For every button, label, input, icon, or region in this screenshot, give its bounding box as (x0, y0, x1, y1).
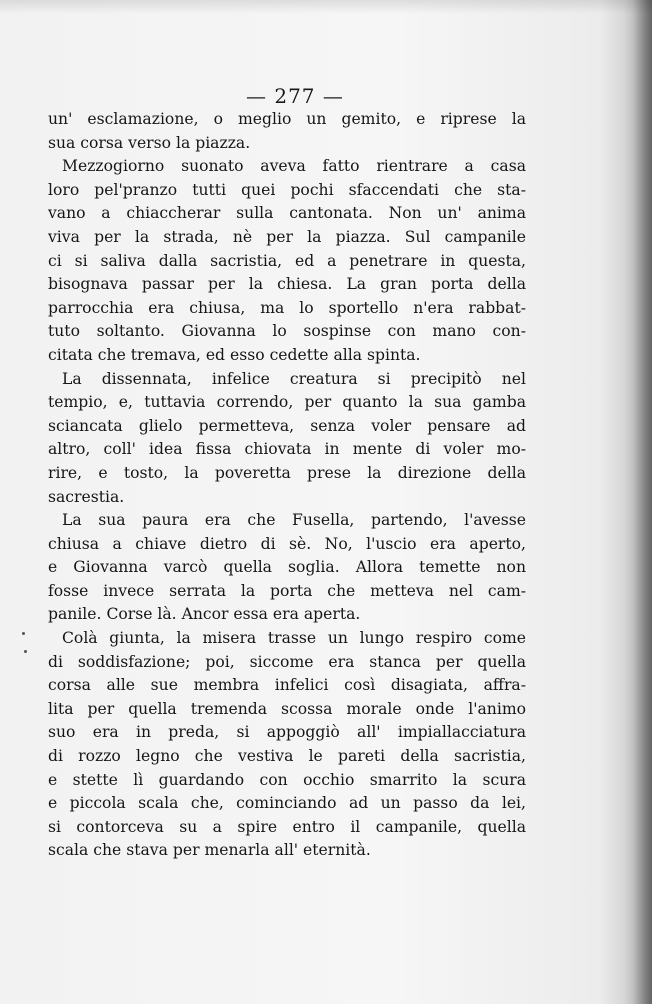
text-line: tuto soltanto. Giovanna lo sospinse con mano con- (48, 322, 526, 341)
margin-speck (24, 650, 27, 653)
text-line: La dissennata, infelice creatura si precipitò nel (62, 369, 526, 388)
page-number: — 277 — (246, 84, 344, 108)
text-line: bisognava passar per la chiesa. La gran porta della (48, 275, 526, 294)
text-line: un' esclamazione, o meglio un gemito, e riprese la (48, 110, 526, 128)
text-line: parrocchia era chiusa, ma lo sportello n'era rabbat- (48, 298, 526, 317)
text-line: corsa alle sue membra infelici così disagiata, affra- (48, 676, 526, 695)
text-line: sacrestia. (48, 487, 125, 506)
text-line: fosse invece serrata la porta che metteva nel cam- (48, 581, 526, 600)
text-line: suo era in preda, si appoggiò all' impiallacciatura (48, 723, 526, 742)
text-line: si contorceva su a spire entro il campanile, quella (48, 817, 526, 836)
text-line: sua corsa verso la piazza. (48, 133, 251, 152)
text-line: vano a chiaccherar sulla cantonata. Non un' anima (48, 204, 526, 223)
text-line: scala che stava per menarla all' eternità. (48, 841, 371, 860)
page-top-shadow (0, 0, 652, 14)
margin-speck (22, 632, 25, 635)
text-line: loro pel'pranzo tutti quei pochi sfaccendati che sta- (48, 180, 526, 199)
text-line: sciancata glielo permetteva, senza voler pensare ad (48, 416, 526, 435)
text-line: e stette lì guardando con occhio smarrito la scura (48, 770, 526, 789)
text-line: citata che tremava, ed esso cedette alla spinta. (48, 345, 421, 364)
text-line: e piccola scala che, cominciando ad un passo da lei, (48, 794, 526, 813)
text-line: panile. Corse là. Ancor essa era aperta. (48, 605, 361, 624)
text-line: rire, e tosto, la poveretta prese la direzione della (48, 463, 526, 482)
text-line: tempio, e, tuttavia correndo, per quanto la sua gamba (48, 393, 526, 412)
text-line: Colà giunta, la misera trasse un lungo respiro come (62, 629, 526, 648)
text-line: lita per quella tremenda scossa morale onde l'animo (48, 699, 526, 718)
text-line: Mezzogiorno suonato aveva fatto rientrare a casa (62, 157, 526, 176)
text-line: altro, coll' idea fissa chiovata in mente di voler mo- (48, 440, 526, 459)
text-line: chiusa a chiave dietro di sè. No, l'uscio era aperto, (48, 534, 526, 553)
text-line: ci si saliva dalla sacristia, ed a penetrare in questa, (48, 251, 526, 270)
text-line: di soddisfazione; poi, siccome era stanca per quella (48, 652, 526, 671)
text-line: di rozzo legno che vestiva le pareti della sacristia, (48, 747, 526, 766)
body-text (48, 108, 526, 863)
text-line: La sua paura era che Fusella, partendo, l'avesse (62, 511, 526, 530)
text-line: viva per la strada, nè per la piazza. Sul campanile (48, 227, 526, 246)
text-line: e Giovanna varcò quella soglia. Allora temette non (48, 558, 526, 577)
page-edge-shadow (624, 0, 652, 1004)
